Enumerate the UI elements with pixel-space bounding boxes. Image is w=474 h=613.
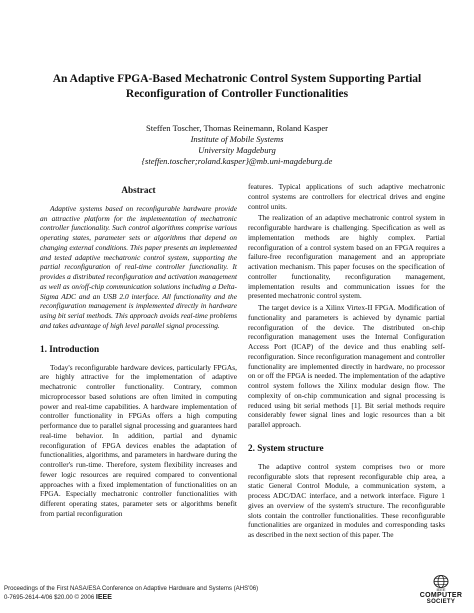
- page-footer: [4, 584, 258, 602]
- introduction-text: Today's reconfigurable hardware devices, particularly FPGAs, are highly attractive for the implementation of adaptive mechatronic controller functionality. Contrary, common microprocessor based solutions are often limited in computing power and real-time capabilities. A hardware implementation of controller functionality in FPGAs offers a high computing performance due to parallel signal processing and guarantees hard real-time behavior. In addition, partial and dynamic reconfiguration of FPGA devices enables the adaptation of functionalities, algorithms, and parameters in hardware during the controller's run-time. Therefore, system flexibility increases and fewer logic resources are required compared to conventional approaches with a fixed implementation of functionalities on an FPGA. Especially mechatronic controller functionalities with different operating states, parameter sets or algorithms benefit from partial reconfiguration: [40, 362, 237, 518]
- paper-title: [40, 72, 434, 102]
- right-paragraph-1: features. Typical applications of such adaptive mechatronic control systems are controllers for electrical drives and engine control units.: [248, 182, 445, 211]
- computer-society-logo: [416, 575, 466, 609]
- title-line-2: Reconfiguration of Controller Functionalities: [125, 88, 349, 100]
- right-paragraph-2: The realization of an adaptive mechatronic control system in reconfigurable hardware is challenging. Specification as well as implementation methods are highly complex. Partial reconfiguration of a control system based on an FPGA requires a failure-free reconfiguration management and an appropriate activation mechanism. This paper focuses on the specification of controller functionality, reconfiguration management, implementation results and communication issues for the presented mechatronic control system.: [248, 213, 445, 301]
- system-structure-text: The adaptive control system comprises two or more reconfigurable slots that represent reconfigurable chip area, a static General Control Module, a communication system, a process ADC/DAC interface, and a network interface. Figure 1 gives an overview of the system's structure. The reconfigurable slots contain the controller functionalities. These reconfigurable functionalities are organized in modules and corresponding tasks as described in the next section of this paper. The: [248, 461, 445, 539]
- footer-isbn-line: [4, 593, 258, 602]
- abstract-text: Adaptive systems based on reconfigurable hardware provide an attractive platform for the implementation of mechatronic controller functionality. Such control algorithms comprise various operating states, parameter sets or algorithms that depend on changing external conditions. This paper presents an implemented and tested adaptive mechatronic control system, supporting the partial reconfiguration of real-time controller functionality. It provides a distributed reconfiguration and activation management as well as on/off-chip communication solutions including a Delta-Sigma ADC and an USB 2.0 interface. All functionality and the reconfiguration management is implemented directly in hardware using bit serial methods. This approach avoids real-time problems and takes advantage of high level parallel signal processing.: [40, 203, 237, 330]
- introduction-heading: 1. Introduction: [40, 343, 100, 354]
- left-column: [40, 186, 237, 519]
- system-structure-heading: 2. System structure: [248, 442, 324, 453]
- author-names: Steffen Toscher, Thomas Reinemann, Roland Kasper: [145, 123, 329, 133]
- author-email: {steffen.toscher;roland.kasper}@mb.uni-magdeburg.de: [141, 156, 333, 166]
- institute: Institute of Mobile Systems: [190, 134, 284, 144]
- footer-isbn: 0-7695-2614-4/06 $20.00 © 2006: [4, 594, 95, 601]
- title-line-1: An Adaptive FPGA-Based Mechatronic Control System Supporting Partial: [52, 73, 422, 85]
- logo-ieee-text: IEEE: [436, 587, 446, 592]
- author-block: [40, 123, 434, 167]
- logo-computer-text: COMPUTER: [419, 592, 463, 599]
- right-column: [248, 182, 445, 540]
- abstract-heading: Abstract: [121, 185, 156, 195]
- right-paragraph-3: The target device is a Xilinx Virtex-II FPGA. Modification of functionality and parameters is achieved by dynamic partial reconfiguration of the device. The distributed on-chip reconfiguration management uses the Internal Configuration Access Port (ICAP) of the device and thus enabling self-reconfiguration. Since reconfiguration management and controller functionality are implemented directly in hardware, no processor on or off the FPGA is needed. The implementation of the adaptive control system follows the Xilinx modular design flow. The complexity of on-chip communication and signal processing is reduced using bit serial methods [1]. Bit serial methods require considerably fewer signal lines and logic resources than a bit parallel approach.: [248, 303, 445, 429]
- footer-proceedings: Proceedings of the First NASA/ESA Conference on Adaptive Hardware and Systems (AHS'06): [4, 585, 259, 592]
- logo-society-text: SOCIETY: [426, 599, 456, 605]
- footer-ieee: IEEE: [95, 594, 112, 601]
- university: University Magdeburg: [198, 145, 276, 155]
